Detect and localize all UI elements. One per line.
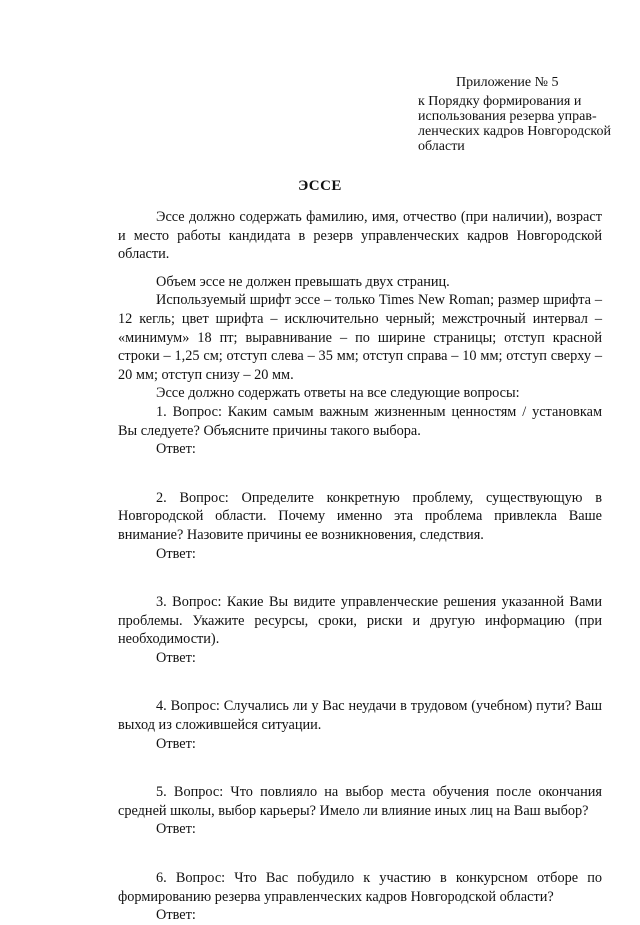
appendix-block: [418, 75, 618, 154]
answer-label: Ответ:: [156, 649, 196, 666]
intro-paragraph: Эссе должно содержать фамилию, имя, отчество (при наличии), возраст и место работы кандидата в резерв управленческих кадров Новгородской области.: [118, 209, 602, 263]
question-text: 5. Вопрос: Что повлияло на выбор места обучения после окончания средней школы, выбор карьеры? Имело ли влияние иных лиц на Ваш выбор?: [118, 784, 602, 819]
question-text: 1. Вопрос: Каким самым важным жизненным ценностям / установкам Вы следуете? Объясните причины такого выбора.: [118, 403, 602, 439]
answer-label: Ответ:: [156, 821, 196, 838]
answer-label: Ответ:: [156, 441, 196, 458]
answer-label: Ответ:: [156, 907, 196, 924]
document-title: ЭССЕ: [298, 178, 342, 194]
appendix-subtitle: к Порядку формирования и использования резерва управленческих кадров Новгородской области: [418, 94, 611, 154]
question-text: 3. Вопрос: Какие Вы видите управленческие решения указанной Вами проблемы. Укажите ресурсы, сроки, риски и другую информацию (при необходимости).: [118, 594, 602, 648]
intro-paragraph: Эссе должно содержать ответы на все следующие вопросы:: [156, 385, 520, 402]
question-text: 4. Вопрос: Случались ли у Вас неудачи в трудовом (учебном) пути? Ваш выход из сложившейся ситуации.: [118, 698, 602, 734]
answer-label: Ответ:: [156, 735, 196, 752]
answer-label: Ответ:: [156, 545, 196, 562]
question-text: 2. Вопрос: Определите конкретную проблему, существующую в Новгородской области. Почему именно эта проблема привлекла Ваше внимание? Назовите причины ее возникновения, следствия.: [118, 489, 602, 543]
question-text: 6. Вопрос: Что Вас побудило к участию в конкурсном отборе по формированию резерва управленческих кадров Новгородской области?: [118, 870, 602, 905]
intro-paragraph: Объем эссе не должен превышать двух страниц.: [156, 273, 450, 290]
intro-paragraph: Используемый шрифт эссе – только Times New Roman; размер шрифта – 12 кегль; цвет шрифта – исключительно черный; межстрочный интервал – «минимум» 18 пт; выравнивание – по ширине страницы; отступ красной строки – 1,25 см; отступ слева – 35 мм; отступ справа – 10 мм; отступ сверху – 20 мм; отступ снизу – 20 мм.: [118, 292, 602, 383]
document-body: [118, 208, 602, 925]
appendix-title: Приложение № 5: [456, 75, 559, 90]
